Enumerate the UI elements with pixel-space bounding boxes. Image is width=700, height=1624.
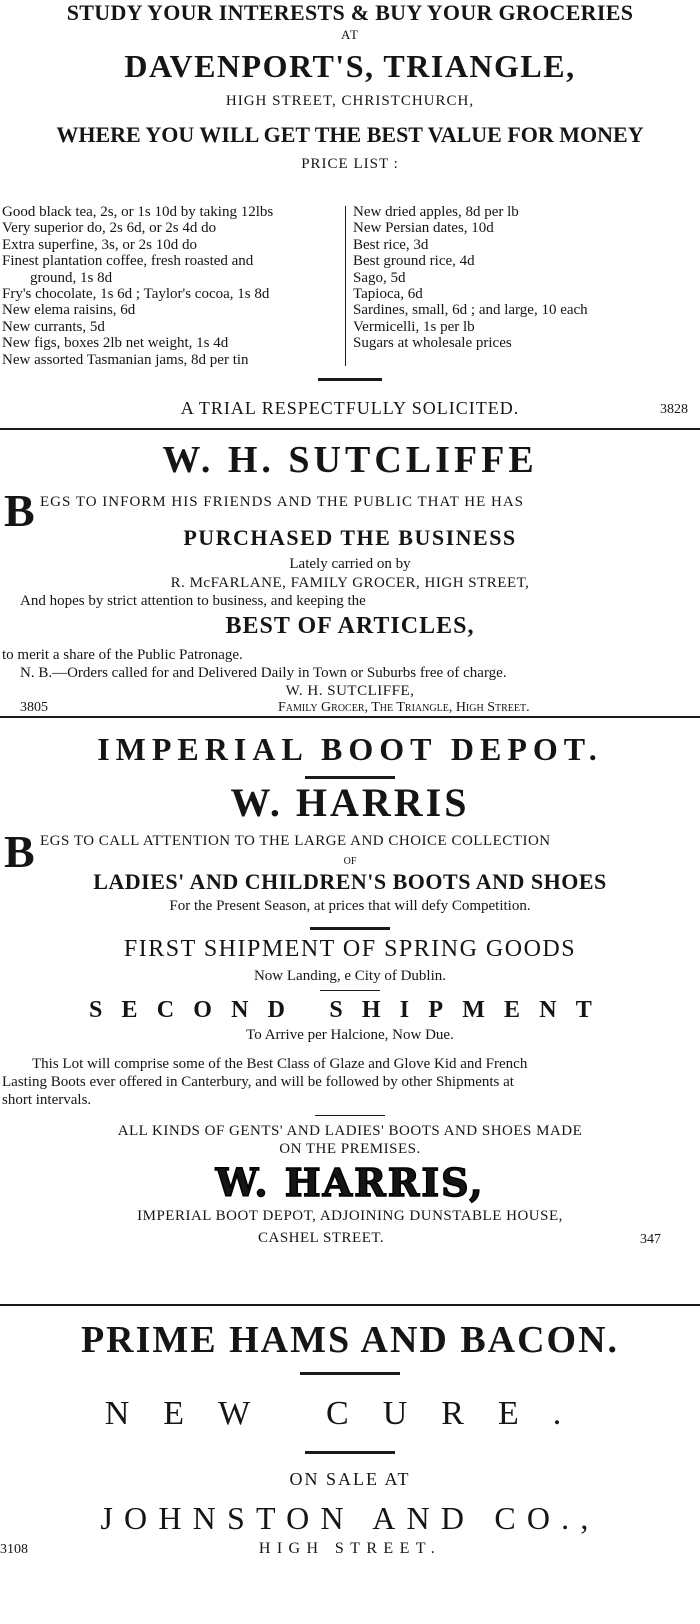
price-item: Extra superfine, 3s, or 2s 10d do [2, 236, 197, 253]
price-item: Sago, 5d [353, 269, 406, 286]
ad-reference-number: 3828 [660, 402, 688, 417]
harris-season: For the Present Season, at prices that will defy Competition. [169, 898, 531, 914]
johnston-new-cure: NEW CURE. [104, 1395, 596, 1432]
short-rule [318, 378, 382, 381]
column-separator [0, 1304, 700, 1306]
sutcliffe-purchased: PURCHASED THE BUSINESS [183, 525, 517, 550]
price-item: New Persian dates, 10d [353, 220, 494, 237]
drop-cap: B [4, 485, 36, 536]
sutcliffe-signature: W. H. SUTCLIFFE, [285, 683, 415, 699]
drop-cap: B [4, 826, 36, 877]
harris-lot-line: Lasting Boots ever offered in Canterbury, and will be followed by other Shipments at [2, 1074, 514, 1090]
johnston-prime: PRIME HAMS AND BACON. [80, 1319, 620, 1361]
trial-line: A TRIAL RESPECTFULLY SOLICITED. [180, 398, 520, 418]
sutcliffe-address: Family Grocer, The Triangle, High Street. [278, 700, 530, 715]
sutcliffe-begs-line [0, 484, 700, 536]
sutcliffe-hopes: And hopes by strict attention to business, and keeping the [20, 593, 366, 609]
harris-all-kinds: ALL KINDS OF GENTS' AND LADIES' BOOTS AND SHOES MADE [117, 1123, 583, 1139]
harris-lot-paragraph [0, 1055, 700, 1109]
davenport-headline: STUDY YOUR INTERESTS & BUY YOUR GROCERIES [66, 0, 634, 25]
davenport-ad [0, 0, 700, 418]
johnston-street: HIGH STREET. [258, 1540, 442, 1557]
harris-lot-line: short intervals. [2, 1092, 92, 1108]
price-item: New figs, boxes 2lb net weight, 1s 4d [2, 335, 229, 352]
harris-lot-line: This Lot will comprise some of the Best Class of Glaze and Glove Kid and French [32, 1056, 528, 1072]
harris-of: OF [343, 856, 357, 867]
column-separator [0, 428, 700, 430]
price-item: New assorted Tasmanian jams, 8d per tin [2, 351, 249, 368]
harris-ladies: LADIES' AND CHILDREN'S BOOTS AND SHOES [93, 869, 607, 894]
harris-landing: Now Landing, e City of Dublin. [253, 968, 447, 984]
harris-adjoining: IMPERIAL BOOT DEPOT, ADJOINING DUNSTABLE HOUSE, [137, 1208, 563, 1224]
johnston-footer [0, 1540, 700, 1564]
price-item: New elema raisins, 6d [2, 302, 136, 319]
sutcliffe-merit: to merit a share of the Public Patronage. [2, 647, 243, 663]
price-item: Finest plantation coffee, fresh roasted and [2, 253, 254, 270]
short-rule [320, 990, 380, 991]
price-item: Best ground rice, 4d [353, 253, 475, 270]
johnston-on-sale: ON SALE AT [289, 1469, 411, 1489]
price-item: New dried apples, 8d per lb [353, 204, 519, 220]
davenport-value-line: WHERE YOU WILL GET THE BEST VALUE FOR MONEY [56, 122, 644, 147]
price-item: Good black tea, 2s, or 1s 10d by taking 12lbs [2, 204, 274, 220]
price-list-left [2, 204, 338, 368]
sutcliffe-ad [0, 436, 700, 718]
price-item: ground, 1s 8d [30, 269, 113, 286]
sutcliffe-best: BEST OF ARTICLES, [225, 613, 475, 639]
sutcliffe-lately: Lately carried on by [289, 556, 411, 572]
harris-cashel: CASHEL STREET. [258, 1230, 385, 1246]
harris-arrive: To Arrive per Halcione, Now Due. [246, 1027, 454, 1043]
price-item: Sugars at wholesale prices [353, 335, 512, 352]
price-list-heading: PRICE LIST : [301, 156, 399, 172]
sutcliffe-mcfarlane: R. McFARLANE, FAMILY GROCER, HIGH STREET, [170, 575, 530, 591]
price-item: Sardines, small, 6d ; and large, 10 each [353, 302, 588, 319]
price-item: Vermicelli, 1s per lb [353, 318, 475, 335]
price-list-divider [345, 206, 346, 366]
harris-footer [0, 1226, 700, 1250]
harris-second-shipment: SECOND SHIPMENT [88, 997, 612, 1023]
ad-reference-number: 347 [640, 1232, 661, 1247]
sutcliffe-name: W. H. SUTCLIFFE [162, 439, 538, 481]
column-separator [0, 716, 700, 718]
harris-name-display: W. HARRIS, [215, 1160, 485, 1205]
sutcliffe-begs: EGS TO INFORM HIS FRIENDS AND THE PUBLIC THAT HE HAS [40, 494, 525, 510]
price-item: Very superior do, 2s 6d, or 2s 4d do [2, 220, 217, 237]
harris-begs: EGS TO CALL ATTENTION TO THE LARGE AND CHOICE COLLECTION [40, 833, 551, 849]
harris-premises: ON THE PREMISES. [279, 1141, 421, 1157]
davenport-address: HIGH STREET, CHRISTCHURCH, [225, 93, 475, 109]
ad-reference-number: 3805 [20, 700, 48, 715]
price-item: Fry's chocolate, 1s 6d ; Taylor's cocoa, 1s 8d [2, 286, 270, 303]
davenport-at: AT [341, 27, 359, 42]
short-rule [300, 1372, 400, 1375]
harris-first-shipment: FIRST SHIPMENT OF SPRING GOODS [123, 936, 577, 962]
johnston-ad [0, 1312, 700, 1564]
davenport-name: DAVENPORT'S, TRIANGLE, [124, 48, 576, 84]
short-rule [305, 1451, 395, 1454]
short-rule [315, 1115, 385, 1116]
price-list-right [353, 204, 698, 352]
johnston-name: JOHNSTON AND CO., [100, 1500, 600, 1536]
sutcliffe-nb: N. B.—Orders called for and Delivered Daily in Town or Suburbs free of charge. [20, 665, 507, 681]
price-item: Tapioca, 6d [353, 286, 423, 303]
ad-reference-number: 3108 [0, 1542, 28, 1557]
short-rule [310, 927, 390, 930]
price-item: Best rice, 3d [353, 236, 429, 253]
harris-depot: IMPERIAL BOOT DEPOT. [97, 731, 603, 767]
harris-ad [0, 724, 700, 1250]
price-item: New currants, 5d [2, 318, 105, 335]
harris-name: W. HARRIS [230, 780, 470, 825]
